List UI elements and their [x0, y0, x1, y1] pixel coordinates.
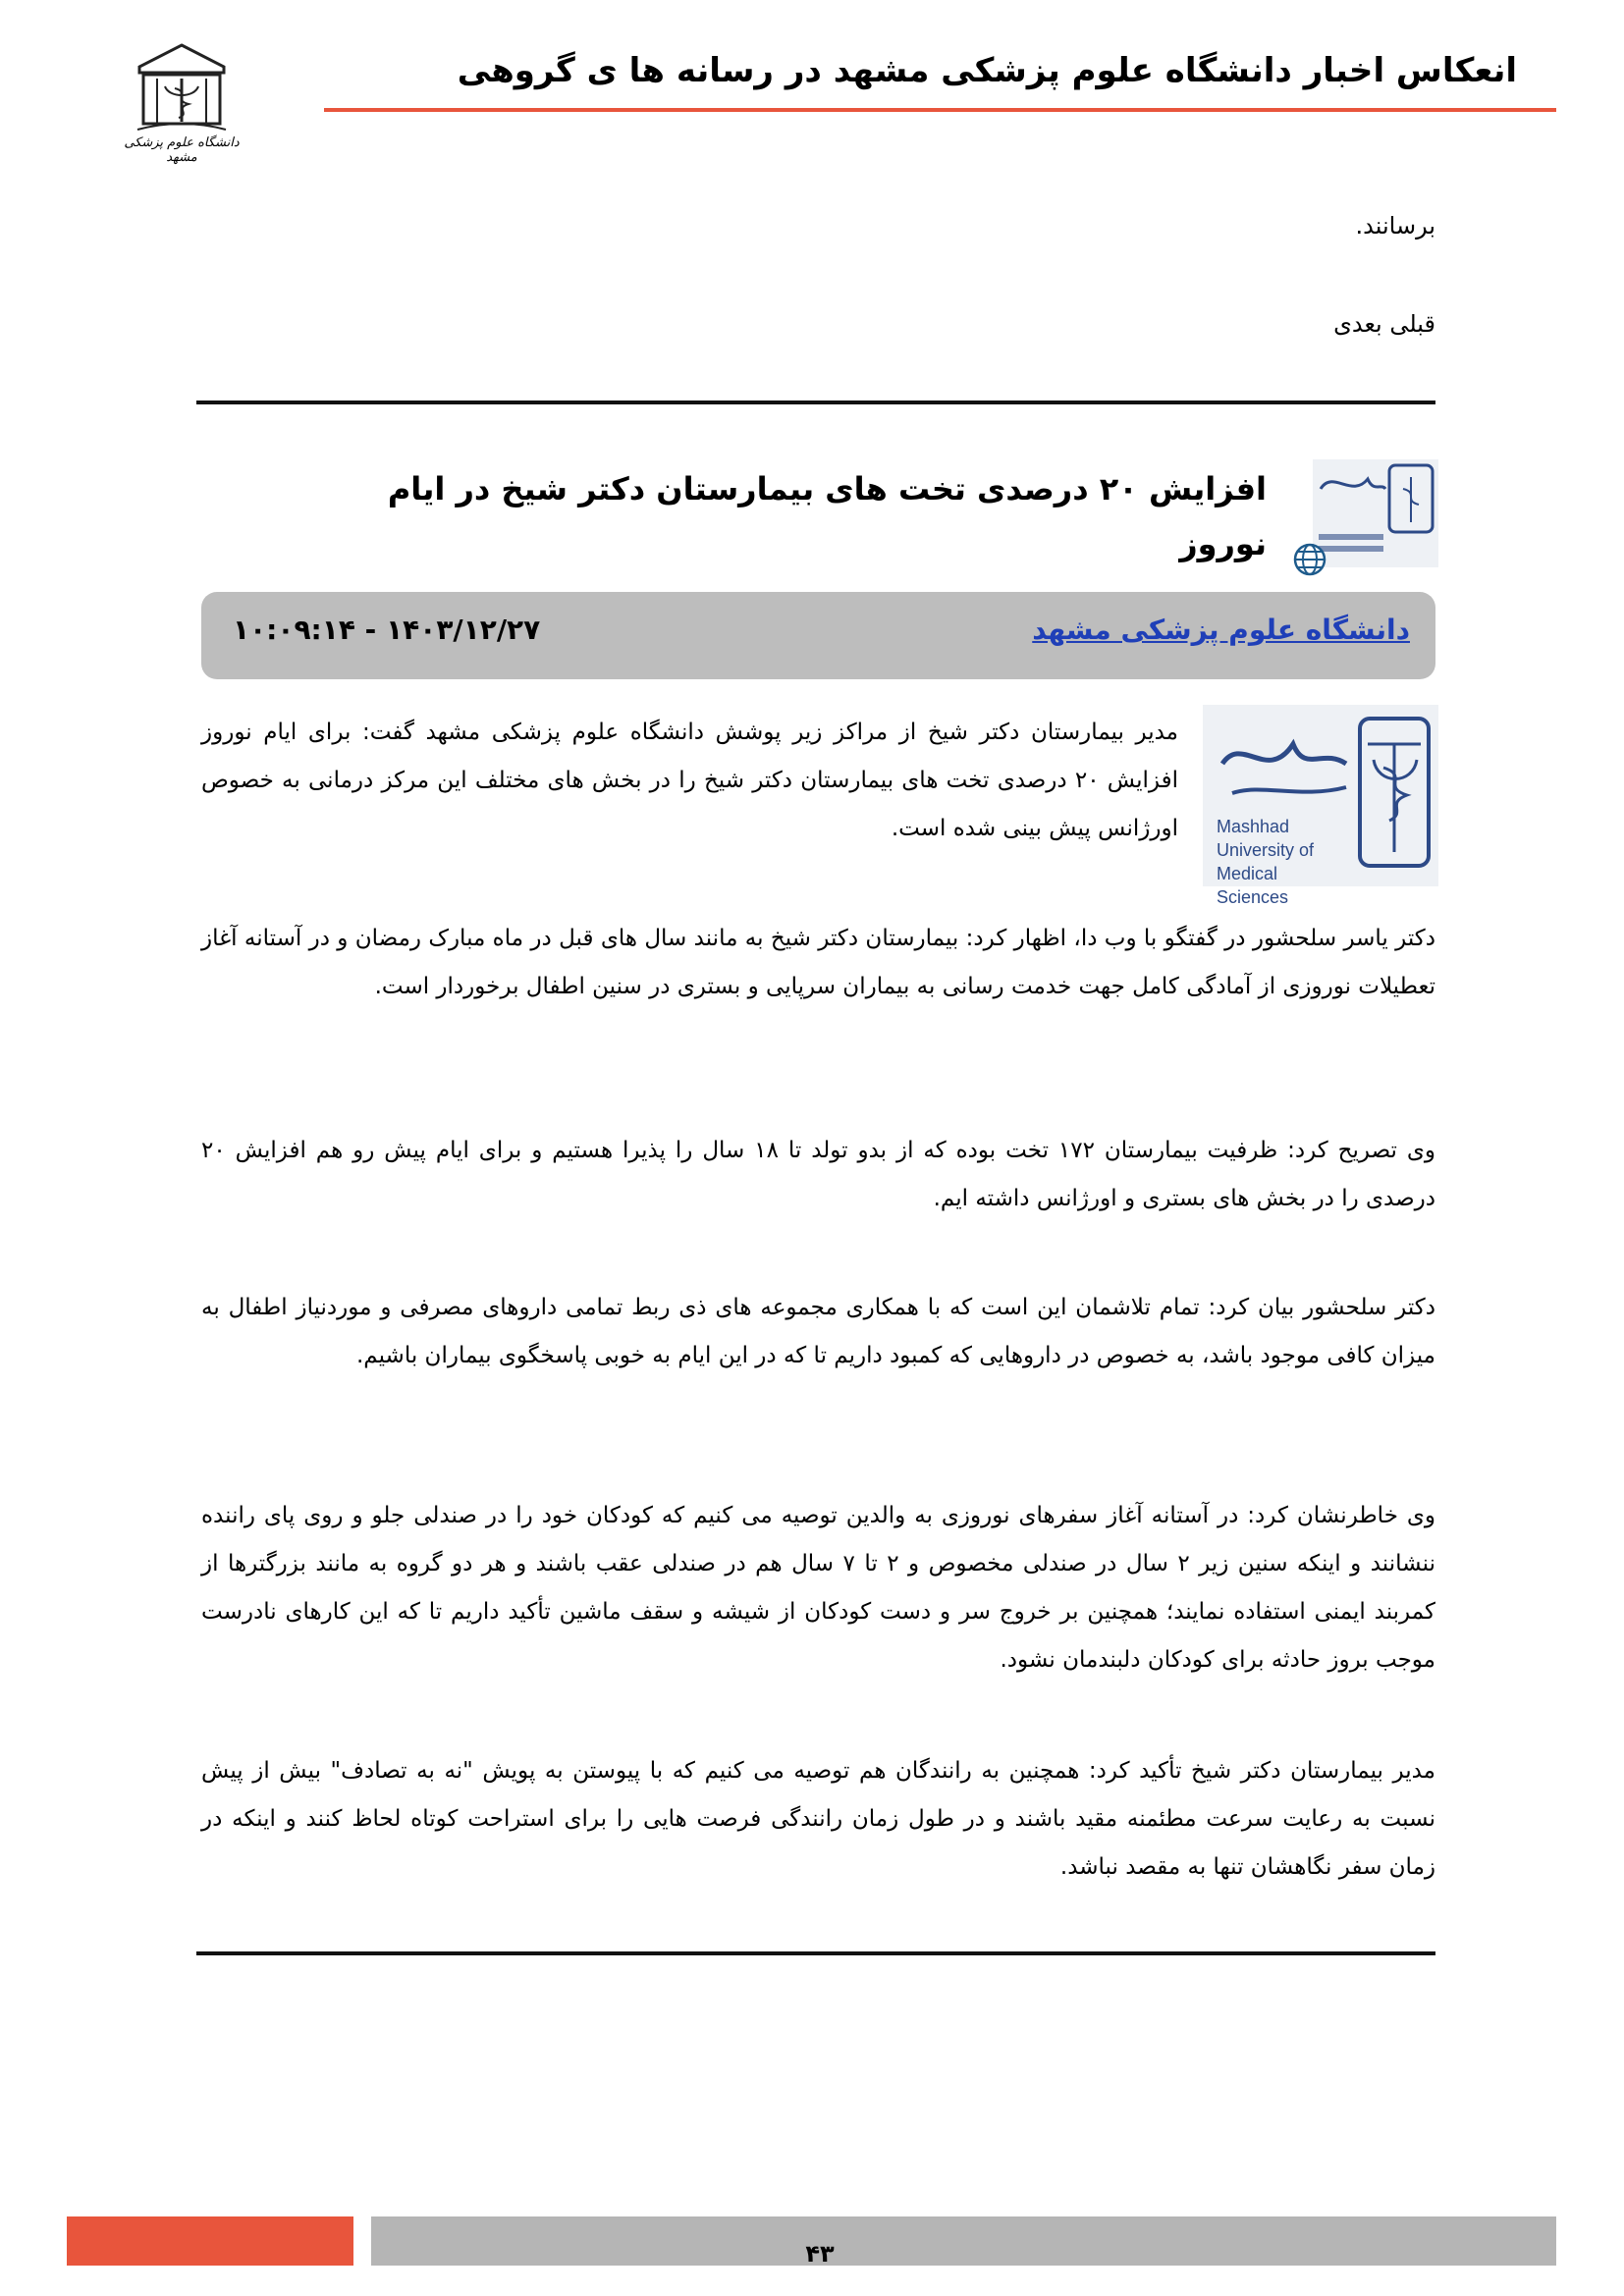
paragraph-1: مدیر بیمارستان دکتر شیخ از مراکز زیر پوشش دانشگاه علوم پزشکی مشهد گفت: برای ایام نوروز افزایش ۲۰ درصدی تخت های بیمارستان دکتر شیخ را در بخش های مختلف این مرکز درمانی به خصوص اورژانس پیش بینی شده است.: [201, 720, 1178, 841]
header-title: انعکاس اخبار دانشگاه علوم پزشکی مشهد در رسانه ها ی گروهی: [457, 51, 1517, 90]
footer-bar: [371, 2216, 1556, 2266]
prev-next-nav[interactable]: قبلی بعدی: [1333, 310, 1435, 338]
thumbnail-caption: Mashhad University of Medical Sciences: [1217, 817, 1315, 907]
globe-icon[interactable]: [1292, 542, 1327, 577]
footer-accent-bar: [67, 2216, 353, 2266]
previous-article-tail: برسانند.: [1355, 212, 1435, 240]
paragraph-4: دکتر سلحشور بیان کرد: تمام تلاشمان این است که با همکاری مجموعه های ذی ربط تمامی داروهای مصرفی و موردنیاز اطفال به میزان کافی موجود باشد، به خصوص در داروهایی که کمبود داریم تا که در این ایام به خوبی پاسخگوی بیماران باشیم.: [201, 1295, 1435, 1368]
article-thumbnail: [1203, 705, 1438, 907]
section-divider-top: [196, 400, 1435, 404]
paragraph-6: مدیر بیمارستان دکتر شیخ تأکید کرد: همچنین به رانندگان هم توصیه می کنیم که با پیوستن به پویش "نه به تصادف" بیش از پیش نسبت به رعایت سرعت مطئمنه مقید باشند و در طول زمان رانندگی فرصت هایی را برای استراحت کوتاه لحاظ کنند و اینکه در زمان سفر نگاهشان تنها به مقصد نباشد.: [201, 1758, 1435, 1880]
logo-caption: دانشگاه علوم پزشکی مشهد: [124, 135, 240, 165]
paragraph-5: وی خاطرنشان کرد: در آستانه آغاز سفرهای نوروزی به والدین توصیه می کنیم که کودکان خود را در صندلی جلو و روی پای راننده ننشانند و اینکه سنین زیر ۲ سال در صندلی مخصوص و ۲ تا ۷ سال هم در صندلی عقب باشند و هر دو گروه به مانند بزرگترها از کمربند ایمنی استفاده نمایند؛ همچنین بر خروج سر و دست کودکان از شیشه و سقف ماشین تأکید داریم تا که این کارهای نادرست موجب بروز حادثه برای کودکان دلبندمان نشود.: [201, 1503, 1435, 1673]
university-logo-icon: [108, 39, 255, 167]
page-number: ۴۳: [805, 2240, 835, 2268]
publish-datetime: ۱۴۰۳/۱۲/۲۷ - ۱۰:۰۹:۱۴: [233, 614, 541, 646]
source-link[interactable]: دانشگاه علوم پزشکی مشهد: [1032, 614, 1410, 646]
paragraph-2: دکتر یاسر سلحشور در گفتگو با وب دا، اظهار کرد: بیمارستان دکتر شیخ به مانند سال های قبل در ماه مبارک رمضان و در آستانه آغاز تعطیلات نوروزی از آمادگی کامل جهت خدمت رسانی به بیماران سرپایی و بستری در سنین اطفال برخوردار است.: [201, 926, 1435, 999]
article-thumbnail-small: [1313, 459, 1438, 567]
header-divider: [324, 108, 1556, 112]
section-divider-bottom: [196, 1951, 1435, 1955]
paragraph-3: وی تصریح کرد: ظرفیت بیمارستان ۱۷۲ تخت بوده که از بدو تولد تا ۱۸ سال را پذیرا هستیم و برای ایام پیش رو هم افزایش ۲۰ درصدی را در بخش های بستری و اورژانس داشته ایم.: [201, 1138, 1435, 1211]
article-title: افزایش ۲۰ درصدی تخت های بیمارستان دکتر شیخ در ایام نوروز: [387, 470, 1267, 562]
source-bar: [201, 592, 1435, 679]
